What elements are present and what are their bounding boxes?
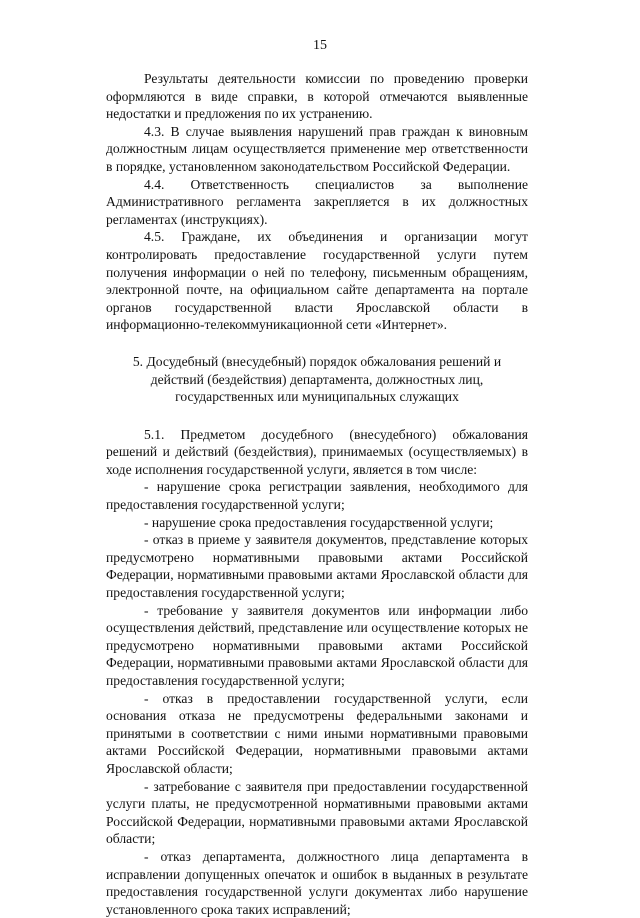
section-5-heading: 5. Досудебный (внесудебный) порядок обжалования решений и действий (бездействия) департамента, должностных лиц, государственных или муниципальных служащих	[132, 353, 502, 405]
paragraph-5-1: 5.1. Предметом досудебного (внесудебного) обжалования решений и действий (бездействия), принимаемых (осуществляемых) в ходе исполнения государственной услуги, является в том числе:	[106, 426, 528, 477]
list-item-service-deadline: - нарушение срока предоставления государственной услуги;	[144, 514, 494, 530]
paragraph-commission-results: Результаты деятельности комиссии по проведению проверки оформляются в виде справки, в которой отмечаются выявленные недостатки и предложения по их устранению.	[106, 71, 528, 122]
page-number: 15	[313, 38, 327, 53]
section-spacer	[106, 334, 528, 353]
paragraph-4-4: 4.4. Ответственность специалистов за выполнение Административного регламента закрепляется в их должностных регламентах (инструкциях).	[106, 176, 528, 227]
list-item-service-refusal: - отказ в предоставлении государственной услуги, если основания отказа не предусмотрены федеральными законами и принятыми в соответствии с ними иными нормативными правовыми актами Российской Федерации, нормативными правовыми актами Ярославской области;	[106, 690, 528, 776]
heading-spacer	[106, 406, 528, 426]
list-item-registration-deadline: - нарушение срока регистрации заявления, необходимого для предоставления государственной услуги;	[106, 479, 528, 513]
list-item-extra-documents: - требование у заявителя документов или информации либо осуществления действий, представление или осуществление которых не предусмотрено нормативными правовыми актами Российской Федерации, нормативными правовыми актами Ярославской области для предоставления государственной услуги;	[106, 602, 528, 688]
list-item-document-refusal: - отказ в приеме у заявителя документов, представление которых предусмотрено нормативными правовыми актами Российской Федерации, нормативными правовыми актами Ярославской области для предоставления государственной услуги;	[106, 532, 528, 601]
paragraph-4-5: 4.5. Граждане, их объединения и организации могут контролировать предоставление государственной услуги путем получения информации о ней по телефону, письменным обращениям, электронной почте, на официальном сайте департамента на портале органов государственной власти Ярославской области в информационно-телекоммуникационной сети «Интернет».	[106, 229, 528, 333]
list-item-unlawful-fee: - затребование с заявителя при предоставлении государственной услуги платы, не предусмотренной нормативными правовыми актами Российской Федерации, нормативными правовыми актами Ярославской области;	[106, 778, 528, 847]
page-content	[106, 70, 528, 918]
paragraph-4-3: 4.3. В случае выявления нарушений прав граждан к виновным должностным лицам осуществляется применение мер ответственности в порядке, установленном законодательством Российской Федерации.	[106, 123, 528, 174]
list-item-correction-refusal: - отказ департамента, должностного лица департамента в исправлении допущенных опечаток и ошибок в выданных в результате предоставления государственной услуги документах либо нарушение установленного срока таких исправлений;	[106, 848, 528, 917]
